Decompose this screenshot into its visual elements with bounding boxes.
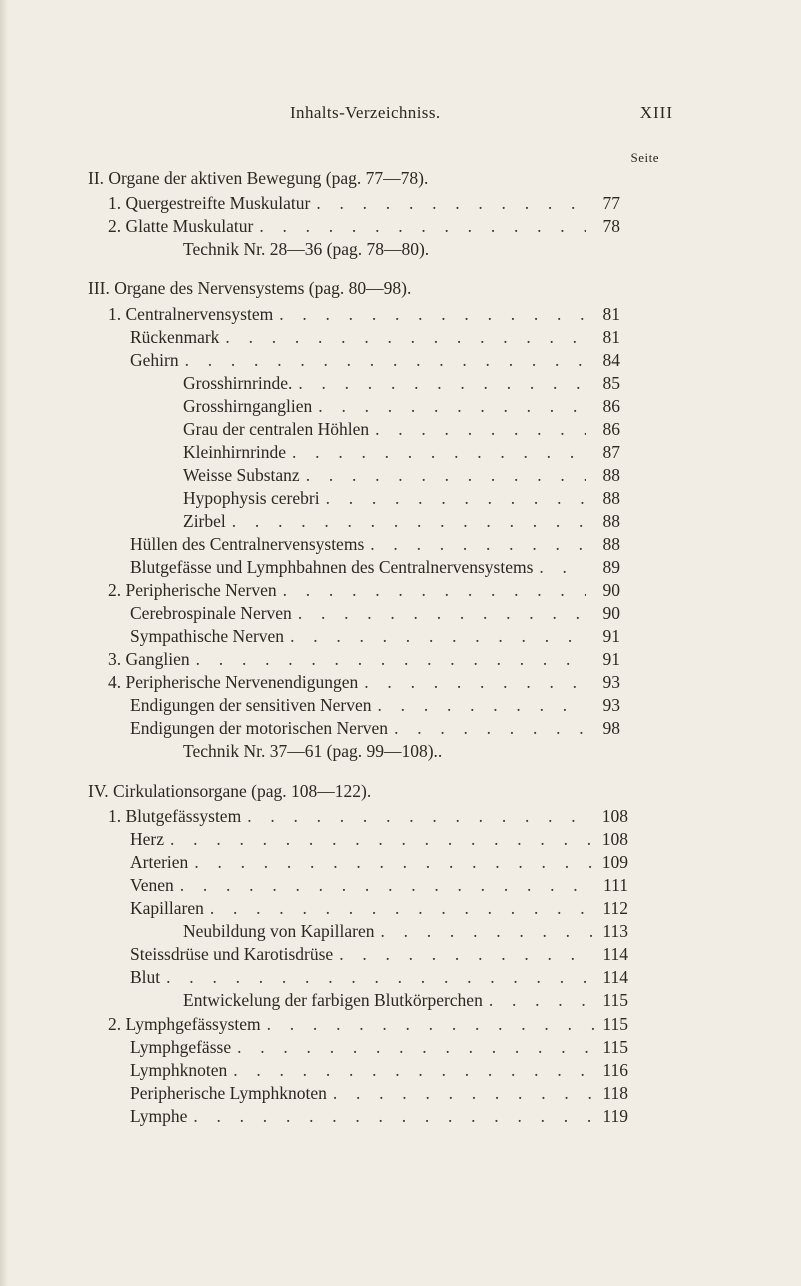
toc-entry-label: Herz [130, 829, 165, 849]
toc-entry[interactable] [130, 626, 620, 650]
dot-leader [306, 465, 586, 486]
toc-entry[interactable] [130, 1106, 628, 1130]
toc-entry-label: Grosshirnganglien [183, 396, 313, 416]
dot-leader [180, 875, 594, 896]
dot-leader [333, 1083, 594, 1104]
dot-leader [267, 1014, 594, 1035]
toc-entry-page: 87 [602, 442, 620, 462]
toc-entry[interactable] [130, 327, 620, 351]
toc-entry-label: Grau der centralen Höhlen [183, 419, 370, 439]
toc-entry[interactable] [130, 875, 628, 899]
toc-entry[interactable] [183, 396, 620, 420]
toc-entry-label: 2. Lymphgefässystem [108, 1014, 261, 1034]
toc-entry-page: 91 [602, 649, 620, 669]
toc-entry[interactable] [183, 442, 620, 466]
toc-entry-page: 81 [602, 304, 620, 324]
dot-leader [185, 350, 586, 371]
toc-entry[interactable] [108, 672, 620, 696]
toc-entry-page: 78 [602, 216, 620, 236]
toc-entry-page: 86 [602, 396, 620, 416]
toc-entry[interactable] [108, 216, 620, 240]
toc-entry-label: Blutgefässe und Lymphbahnen des Centralnervensystems [130, 557, 534, 577]
toc-entry-label: Endigungen der sensitiven Nerven [130, 695, 372, 715]
toc-entry-label: Lymphgefässe [130, 1037, 232, 1057]
toc-entry-label: 2. Peripherische Nerven [108, 580, 277, 600]
toc-entry-label: Steissdrüse und Karotisdrüse [130, 944, 334, 964]
toc-entry[interactable] [183, 990, 628, 1014]
toc-entry-page: 98 [602, 718, 620, 738]
toc-entry-page: 90 [602, 580, 620, 600]
toc-entry[interactable] [130, 1083, 628, 1107]
dot-leader [489, 990, 594, 1011]
dot-leader [539, 557, 586, 578]
running-head-page-number: XIII [639, 103, 673, 122]
toc-entry-label: Sympathische Nerven [130, 626, 285, 646]
dot-leader [194, 852, 593, 873]
toc-entry-label: Endigungen der motorischen Nerven [130, 718, 389, 738]
toc-entry-page: 89 [602, 557, 620, 577]
toc-entry[interactable] [183, 488, 620, 512]
page-edge-shadow [0, 0, 8, 1286]
dot-leader [298, 603, 586, 624]
toc-entry[interactable] [130, 557, 620, 581]
toc-entry-label: 4. Peripherische Nervenendigungen [108, 672, 359, 692]
toc-entry[interactable] [130, 944, 628, 968]
toc-entry-page: 84 [602, 350, 620, 370]
section-heading-iii: III. Organe des Nervensystems (pag. 80—98). [88, 278, 412, 298]
toc-entry-page: 93 [602, 695, 620, 715]
toc-entry-page: 108 [601, 829, 628, 849]
toc-entry[interactable] [183, 373, 620, 397]
dot-leader [210, 898, 594, 919]
toc-entry-label: Hüllen des Centralnervensystems [130, 534, 365, 554]
toc-entry-page: 86 [602, 419, 620, 439]
dot-leader [292, 442, 586, 463]
dot-leader [339, 944, 594, 965]
seite-column-label: Seite [630, 150, 659, 165]
dot-leader [316, 193, 586, 214]
toc-entry[interactable] [130, 852, 628, 876]
dot-leader [283, 580, 586, 601]
toc-entry-page: 112 [602, 898, 628, 918]
toc-entry-page: 81 [602, 327, 620, 347]
dot-leader [225, 327, 586, 348]
toc-entry-label: Zirbel [183, 511, 226, 531]
toc-entry[interactable] [183, 419, 620, 443]
toc-entry-page: 88 [602, 511, 620, 531]
toc-entry-page: 111 [603, 875, 628, 895]
toc-entry-label: Lymphe [130, 1106, 188, 1126]
toc-entry-page: 114 [602, 944, 628, 964]
toc-entry-label: Entwickelung der farbigen Blutkörperchen [183, 990, 483, 1010]
toc-entry-page: 113 [602, 921, 628, 941]
toc-entry-label: Kapillaren [130, 898, 204, 918]
dot-leader [232, 511, 586, 532]
toc-entry[interactable] [183, 921, 628, 945]
toc-entry-page: 77 [602, 193, 620, 213]
toc-entry-page: 115 [602, 1014, 628, 1034]
dot-leader [196, 649, 586, 670]
toc-entry[interactable] [183, 465, 620, 489]
toc-entry-page: 93 [602, 672, 620, 692]
dot-leader [170, 829, 594, 850]
toc-entry-page: 91 [602, 626, 620, 646]
toc-entry-page: 88 [602, 488, 620, 508]
dot-leader [318, 396, 586, 417]
toc-entry-label: 1. Quergestreifte Muskulatur [108, 193, 311, 213]
running-head [0, 103, 801, 127]
toc-entry-label: 1. Centralnervensystem [108, 304, 274, 324]
toc-entry-label: Cerebrospinale Nerven [130, 603, 292, 623]
dot-leader [375, 419, 586, 440]
toc-entry-page: 88 [602, 534, 620, 554]
toc-entry-label: 1. Blutgefässystem [108, 806, 242, 826]
toc-entry-label: Lymphknoten [130, 1060, 228, 1080]
toc-entry[interactable] [108, 806, 628, 830]
dot-leader [259, 216, 586, 237]
toc-entry[interactable] [130, 898, 628, 922]
technik-note-iii: Technik Nr. 37—61 (pag. 99—108).. [183, 741, 443, 761]
dot-leader [193, 1106, 594, 1127]
dot-leader [279, 304, 586, 325]
dot-leader [233, 1060, 594, 1081]
toc-entry-label: Gehirn [130, 350, 179, 370]
toc-entry[interactable] [130, 718, 620, 742]
dot-leader [378, 695, 586, 716]
toc-entry-label: Peripherische Lymphknoten [130, 1083, 327, 1103]
toc-entry[interactable] [130, 603, 620, 627]
toc-entry-page: 119 [602, 1106, 628, 1126]
technik-note-ii: Technik Nr. 28—36 (pag. 78—80). [183, 239, 430, 259]
toc-entry-page: 114 [602, 967, 628, 987]
toc-entry[interactable] [130, 967, 628, 991]
toc-entry-page: 88 [602, 465, 620, 485]
toc-entry[interactable] [108, 649, 620, 673]
toc-entry-label: Rückenmark [130, 327, 220, 347]
dot-leader [247, 806, 594, 827]
toc-entry-page: 118 [602, 1083, 628, 1103]
section-heading-iv: IV. Cirkulationsorgane (pag. 108—122). [88, 781, 372, 801]
toc-entry[interactable] [130, 1060, 628, 1084]
toc-entry-label: 3. Ganglien [108, 649, 190, 669]
toc-entry[interactable] [130, 1037, 628, 1061]
running-head-title: Inhalts-Verzeichniss. [290, 103, 441, 122]
toc-entry-page: 115 [602, 990, 628, 1010]
dot-leader [290, 626, 586, 647]
toc-entry[interactable] [130, 829, 628, 853]
toc-entry-page: 109 [601, 852, 628, 872]
toc-entry-page: 115 [602, 1037, 628, 1057]
toc-entry-label: Arterien [130, 852, 189, 872]
toc-entry-label: Venen [130, 875, 174, 895]
toc-entry[interactable] [108, 193, 620, 217]
toc-entry[interactable] [130, 695, 620, 719]
toc-entry-page: 90 [602, 603, 620, 623]
toc-entry[interactable] [108, 304, 620, 328]
toc-entry-label: Hypophysis cerebri [183, 488, 320, 508]
toc-entry-label: Weisse Substanz [183, 465, 300, 485]
dot-leader [380, 921, 594, 942]
toc-entry-label: Grosshirnrinde. [183, 373, 293, 393]
toc-entry-page: 108 [601, 806, 628, 826]
toc-entry[interactable] [183, 511, 620, 535]
toc-entry-label: Blut [130, 967, 161, 987]
dot-leader [394, 718, 586, 739]
toc-entry-label: Neubildung von Kapillaren [183, 921, 375, 941]
toc-entry[interactable] [108, 1014, 628, 1038]
toc-entry-label: 2. Glatte Muskulatur [108, 216, 254, 236]
dot-leader [166, 967, 594, 988]
dot-leader [326, 488, 586, 509]
dot-leader [237, 1037, 594, 1058]
toc-entry[interactable] [108, 580, 620, 604]
section-heading-ii: II. Organe der aktiven Bewegung (pag. 77—78). [88, 168, 429, 188]
dot-leader [370, 534, 586, 555]
toc-entry[interactable] [130, 350, 620, 374]
toc-entry-page: 116 [602, 1060, 628, 1080]
toc-entry[interactable] [130, 534, 620, 558]
dot-leader [298, 373, 586, 394]
toc-entry-page: 85 [602, 373, 620, 393]
toc-entry-label: Kleinhirnrinde [183, 442, 287, 462]
dot-leader [364, 672, 586, 693]
